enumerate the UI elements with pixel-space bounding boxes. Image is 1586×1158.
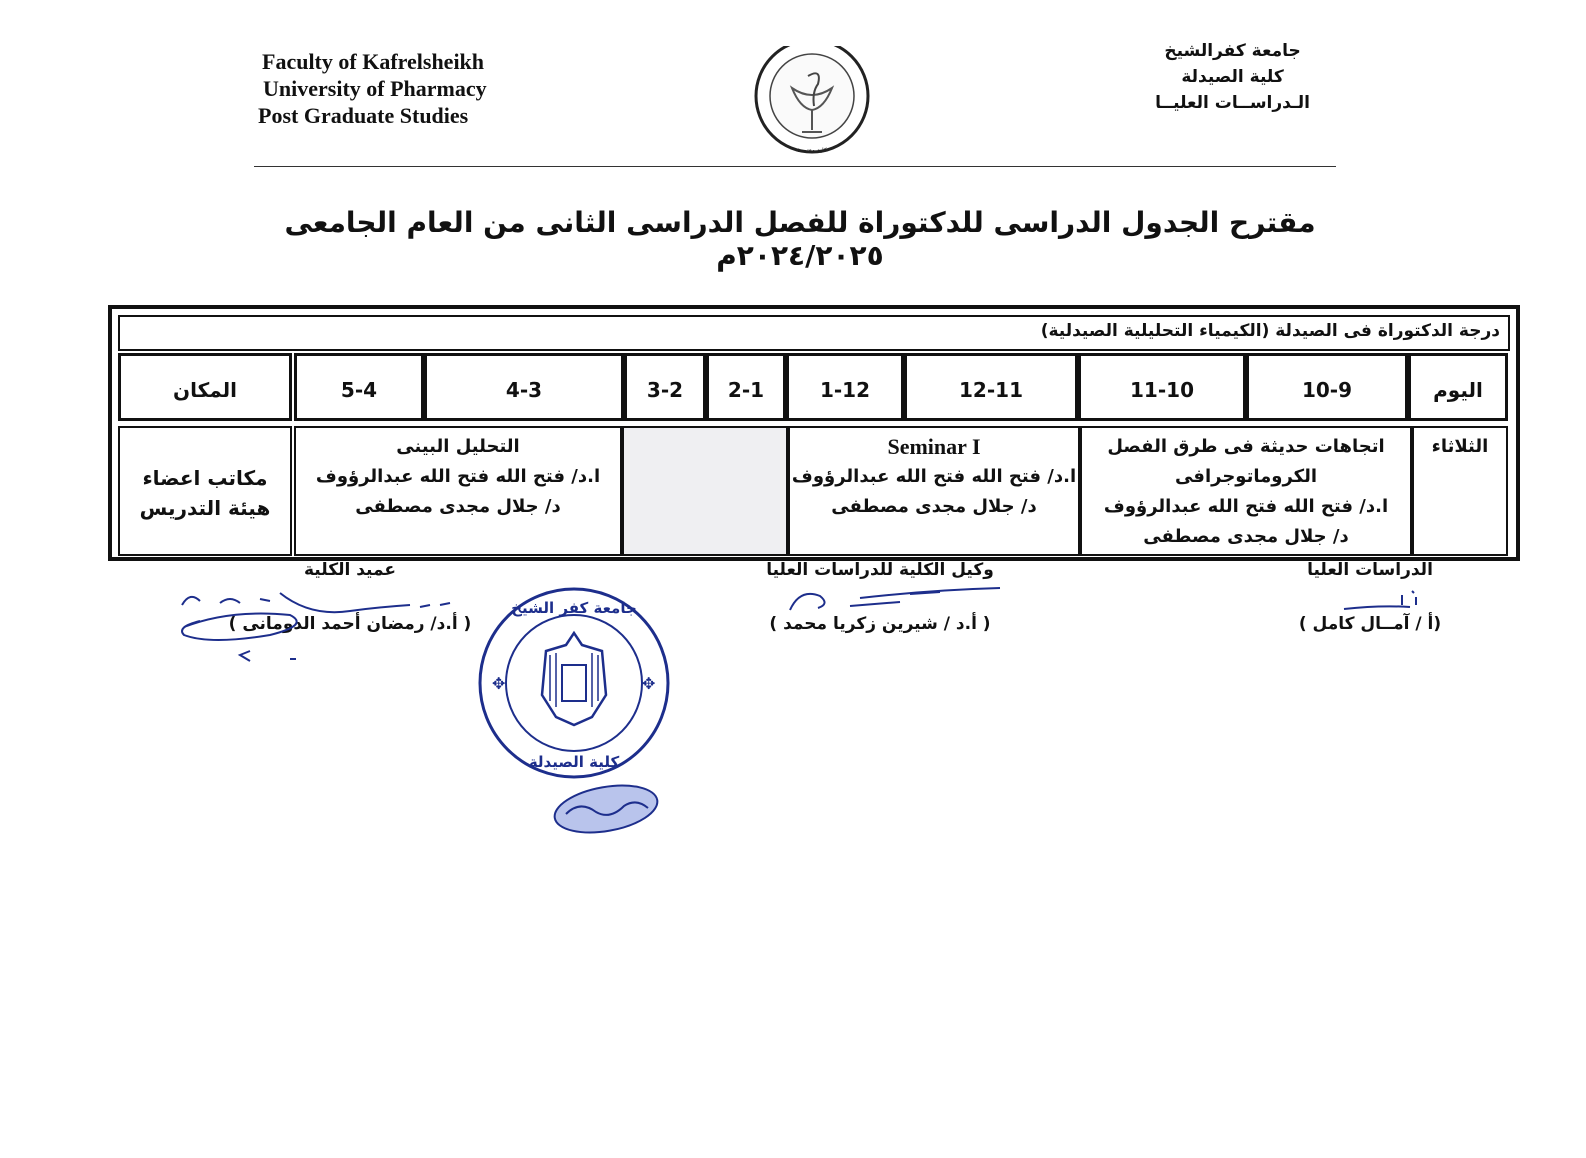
header-slot-2-1: 2-1 bbox=[706, 353, 786, 421]
svg-text:✥: ✥ bbox=[492, 674, 506, 693]
department-name-ar: الـدراســات العليــا bbox=[1155, 93, 1310, 113]
arabic-letterhead bbox=[1155, 38, 1310, 116]
header-slot-11-10: 11-10 bbox=[1078, 353, 1246, 421]
university-name-ar: جامعة كفرالشيخ bbox=[1164, 41, 1301, 61]
session-instructor-2: د/ جلال مجدى مصطفى bbox=[831, 496, 1037, 517]
header-slot-12-11: 12-11 bbox=[904, 353, 1078, 421]
header-day: اليوم bbox=[1408, 353, 1508, 421]
letterhead-line-2: University of Pharmacy bbox=[263, 76, 487, 101]
header-slot-4-3: 4-3 bbox=[424, 353, 624, 421]
handwritten-signature-icon bbox=[760, 580, 1010, 620]
header-divider bbox=[254, 166, 1336, 167]
eagle-seal-stamp-icon bbox=[476, 585, 672, 781]
handwritten-signature-icon bbox=[1340, 585, 1430, 615]
svg-text:كلية الصيدلة: كلية الصيدلة bbox=[528, 753, 620, 771]
letterhead-line-1: Faculty of Kafrelsheikh bbox=[262, 49, 485, 74]
header-slot-3-2: 3-2 bbox=[624, 353, 706, 421]
session-instructor-2: د/ جلال مجدى مصطفى bbox=[355, 496, 561, 517]
handwritten-signature-icon bbox=[170, 585, 490, 670]
faculty-name-ar: كلية الصيدلة bbox=[1181, 67, 1284, 87]
place-line-2: هيئة التدريس bbox=[139, 496, 271, 520]
session-seminar bbox=[788, 426, 1080, 556]
svg-text:جامعة كفر الشيخ: جامعة كفر الشيخ bbox=[511, 599, 637, 617]
session-instructor-1: ا.د/ فتح الله فتح الله عبدالرؤوف bbox=[1103, 496, 1389, 517]
session-chromatography bbox=[1080, 426, 1412, 556]
signature-name: ( أ.د/ رمضان أحمد الدومانى ) bbox=[228, 614, 472, 634]
svg-text:كلية معتمدة: كلية معتمدة bbox=[797, 147, 827, 154]
signature-name: ( أ.د / شيرين زكريا محمد ) bbox=[769, 614, 991, 634]
signature-role: عميد الكلية bbox=[304, 560, 396, 580]
session-title-cont: الكروماتوجرافى bbox=[1174, 466, 1318, 487]
session-instructor-1: ا.د/ فتح الله فتح الله عبدالرؤوف bbox=[315, 466, 601, 487]
degree-caption: درجة الدكتوراة فى الصيدلة (الكيمياء التحليلية الصيدلية) bbox=[118, 315, 1510, 351]
session-interface-analysis bbox=[294, 426, 622, 556]
place-cell bbox=[118, 426, 292, 556]
schedule-table bbox=[108, 305, 1520, 561]
session-instructor-2: د/ جلال مجدى مصطفى bbox=[1143, 526, 1349, 547]
registration-stamp-icon bbox=[550, 780, 662, 838]
session-instructor-1: ا.د/ فتح الله فتح الله عبدالرؤوف bbox=[791, 466, 1077, 487]
session-title: Seminar I bbox=[887, 434, 981, 459]
page-title: مقترح الجدول الدراسى للدكتوراة للفصل الدراسى الثانى من العام الجامعى ٢٠٢٤/٢٠٢٥م bbox=[284, 206, 1316, 272]
signature-role: الدراسات العليا bbox=[1307, 560, 1433, 580]
header-slot-1-12: 1-12 bbox=[786, 353, 904, 421]
english-letterhead bbox=[258, 48, 487, 129]
place-line-1: مكاتب اعضاء bbox=[142, 466, 268, 490]
svg-text:✥: ✥ bbox=[642, 674, 656, 693]
empty-slot-cell bbox=[622, 426, 788, 556]
header-place: المكان bbox=[118, 353, 292, 421]
header-slot-5-4: 5-4 bbox=[294, 353, 424, 421]
session-title: اتجاهات حديثة فى طرق الفصل bbox=[1107, 436, 1385, 457]
letterhead-line-3: Post Graduate Studies bbox=[258, 103, 469, 128]
header-slot-10-9: 10-9 bbox=[1246, 353, 1408, 421]
signature-name: (أ / آمــال كامل ) bbox=[1298, 614, 1442, 634]
pharmacy-faculty-seal-icon bbox=[752, 46, 872, 156]
row-day: الثلاثاء bbox=[1412, 426, 1508, 556]
session-title: التحليل البينى bbox=[396, 436, 520, 457]
signature-role: وكيل الكلية للدراسات العليا bbox=[766, 560, 994, 580]
